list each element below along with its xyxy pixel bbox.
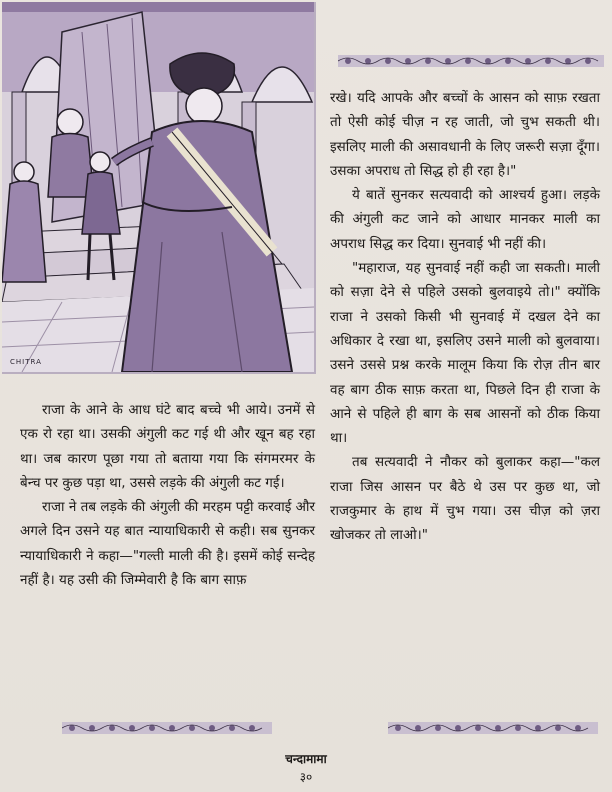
- decorative-border-bottom-right: [388, 722, 598, 734]
- right-column-top: [330, 86, 600, 548]
- paragraph: रखे। यदि आपके और बच्चों के आसन को साफ़ रखता तो ऐसी कोई चीज़ न रह जाती, जो चुभ सकती थी। इसलिए माली की असावधानी के लिए जरूरी सज़ा दूँगा। उसका अपराध तो सिद्ध हो ही रहा है।": [330, 90, 600, 179]
- decorative-border-bottom-left: [62, 722, 272, 734]
- paragraph: राजा के आने के आध घंटे बाद बच्चे भी आये। उनमें से एक रो रहा था। उसकी अंगुली कट गई थी और खून बह रहा था। जब कारण पूछा गया तो बताया गया कि संगमरमर के बेन्च पर कुछ पड़ा था, उससे लड़के की अंगुली कट गई।: [20, 402, 315, 491]
- paragraph: राजा ने तब लड़के की अंगुली की मरहम पट्टी करवाई और अगले दिन उसने यह बात न्यायाधिकारी से कही। सब सुनकर न्यायाधिकारी ने कहा—"गल्ती माली की है। इसमें कोई सन्देह नहीं है। यह उसी की जिम्मेवारी है कि बाग साफ़: [20, 499, 315, 589]
- paragraph: तब सत्यवादी ने नौकर को बुलाकर कहा—"कल राजा जिस आसन पर बैठे थे उस पर कुछ था, जो राजकुमार के हाथ में चुभ गया। उस चीज़ को ज़रा खोजकर तो लाओ।": [330, 454, 600, 544]
- illustration-drawing: [2, 2, 314, 372]
- left-column: [20, 398, 315, 592]
- story-illustration: [2, 2, 316, 374]
- page-number: ३०: [299, 770, 313, 784]
- magazine-title: चन्दामामा: [285, 752, 327, 766]
- decorative-border-top: [338, 55, 604, 67]
- paragraph: ये बातें सुनकर सत्यवादी को आश्चर्य हुआ। लड़के की अंगुली कट जाने को आधार मानकर माली का अपराध सिद्ध कर दिया। सुनवाई भी नहीं की।: [330, 187, 600, 252]
- paragraph: "महाराज, यह सुनवाई नहीं कही जा सकती। माली को सज़ा देने से पहिले उसको बुलवाइये तो।" क्योंकि राजा ने उसको किसी भी सुनवाई में दखल देने का अधिकार दे रखा था, इसलिए उसने माली को बुलवाया। उसने उससे प्रश्न करके मालूम किया कि रोज़ तीन बार वह बाग ठीक साफ़ करता था, पिछले दिन ही राजा के आने से पहिले ही बाग के सब आसनों को ठीक किया था।: [330, 260, 600, 447]
- artist-signature: CHITRA: [10, 358, 42, 366]
